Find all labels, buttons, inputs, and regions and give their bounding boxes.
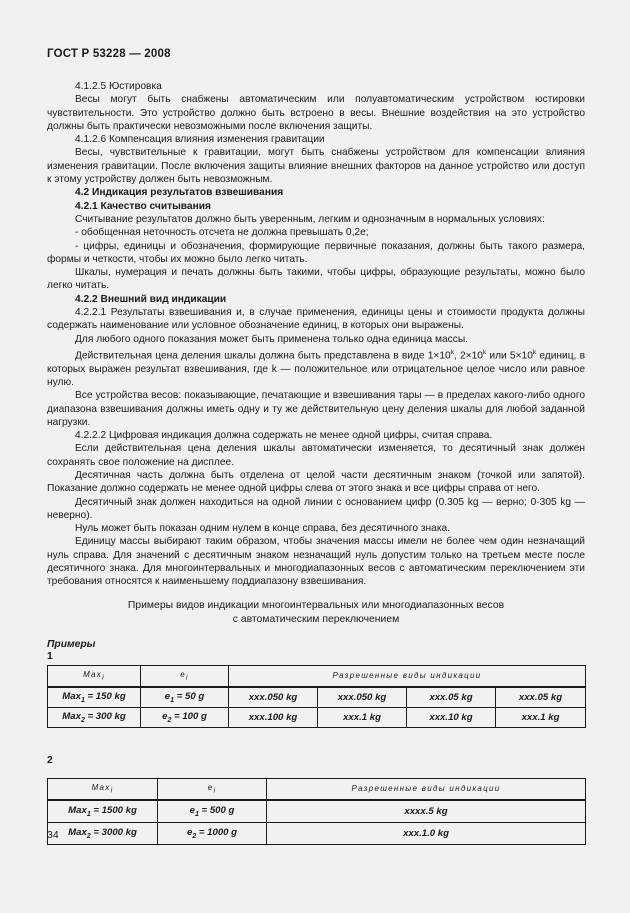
paragraph-scale-interval: Действительная цена деления шкалы должна быть представлена в виде $1\times 10^k$, $2\times 10^k$ или $5\times 10^k$ единиц, в которых выражен результат взвешивания, где k — положительное или отрицательное целое число или равное нулю. bbox=[47, 348, 585, 388]
paragraph-auto-change: Если действительная цена деления шкалы автоматически изменяется, то десятичный знак должен сохранять свое положение на дисплее. bbox=[47, 443, 585, 468]
table-header-row bbox=[48, 665, 586, 687]
table-row: Max$_1$ = 1500 kg $e_1 = 500$ g xxxx.5 kg bbox=[48, 800, 586, 823]
header-max: Max$_i$ bbox=[48, 665, 141, 687]
paragraph-zero: Нуль может быть показан одним нулем в конце справа, без десятичного знака. bbox=[75, 523, 451, 535]
table-row: Max$_2$ = 3000 kg $e_2 = 1000$ g xxx.1.0 kg bbox=[48, 822, 586, 844]
list-item-digits: - цифры, единицы и обозначения, формирующие первичные показания, должны быть такого размера, формы и четкости, чтобы их можно было легко читать. bbox=[47, 240, 585, 265]
paragraph-4-2-2-1: 4.2.2.1 Результаты взвешивания и, в случае применения, единицы цены и стоимости продукта должны содержать наименование или условное обозначение единиц, в которых они выражены. bbox=[47, 307, 585, 332]
section-title-4-1-2-5: 4.1.2.5 Юстировка bbox=[75, 81, 162, 92]
document-page bbox=[47, 48, 585, 845]
section-title-4-2-2: 4.2.2 Внешний вид индикации bbox=[75, 293, 227, 305]
section-title-4-2-1: 4.2.1 Качество считывания bbox=[75, 200, 211, 212]
paragraph-decimal-sign: Десятичный знак должен находиться на одной линии с основанием цифр (0.305 kg — верно; 0·305 kg — неверно). bbox=[47, 496, 585, 521]
examples-caption: Примеры видов индикации многоинтервальных или многодиапазонных весов с автоматическим переключением bbox=[127, 599, 505, 625]
table-row: Max$_1$ = 150 kg $e_1 = 50$ g xxx.050 kg xxx.050 kg xxx.05 kg xxx.05 kg bbox=[48, 687, 586, 708]
examples-label: Примеры bbox=[47, 638, 96, 650]
example-number-1: 1 bbox=[47, 650, 53, 662]
paragraph-all-devices: Все устройства весов: показывающие, печатающие и взвешивания тары — в пределах какого-либо одного диапазона взвешивания должны иметь одну и ту же действительную цену деления шкалы для любой заданной нагрузки. bbox=[47, 390, 585, 428]
paragraph-4-2-2-2: 4.2.2.2 Цифровая индикация должна содержать не менее одной цифры, считая справа. bbox=[75, 430, 493, 442]
paragraph-mass-unit: Единицу массы выбирают таким образом, чтобы значения массы имели не более чем один незначащий нуль справа. Для значений с десятичным знаком незначащий нуль допустим только на третьем месте после десятичного знака. Для многоинтервальных и многодиапазонных весов с автоматическим переключением эти требования относятся к наименьшему поддиапазону взвешивания. bbox=[47, 536, 585, 588]
paragraph-scales: Шкалы, нумерация и печать должны быть такими, чтобы цифры, образующие результаты, можно было легко читать. bbox=[47, 267, 585, 292]
header-max: Max$_i$ bbox=[48, 778, 158, 800]
header-e: $e_i$ bbox=[141, 665, 229, 687]
list-item-inaccuracy: - обобщенная неточность отсчета не должна превышать 0,2e; bbox=[75, 227, 369, 239]
header-e: $e_i$ bbox=[158, 778, 267, 800]
table-header-row bbox=[48, 778, 586, 800]
example-table-2 bbox=[47, 778, 586, 845]
paragraph-decimal-part: Десятичная часть должна быть отделена от целой части десятичным знаком (точкой или запятой). Показание должно содержать не менее одной цифры слева от этого знака и все цифры справа от него. bbox=[47, 470, 585, 495]
table-row: Max$_2$ = 300 kg $e_2 = 100$ g xxx.100 kg xxx.1 kg xxx.10 kg xxx.1 kg bbox=[48, 707, 586, 727]
example-table-1 bbox=[47, 665, 586, 728]
paragraph-calibration: Весы могут быть снабжены автоматическим или полуавтоматическим устройством юстировки чувствительности. Это устройство должно быть встроено в весы. Внешние воздействия на это устройство должны быть практически невозможными после включения защиты. bbox=[47, 94, 585, 132]
paragraph-gravity: Весы, чувствительные к гравитации, могут быть снабжены устройством для компенсации влияния изменения гравитации. После включения защиты влияние внешних факторов на данное устройство или доступ к этому устройству должен быть невозможным. bbox=[47, 147, 585, 186]
section-title-4-2: 4.2 Индикация результатов взвешивания bbox=[75, 187, 284, 199]
document-header: ГОСТ Р 53228 — 2008 bbox=[47, 48, 171, 60]
header-allowed-indications: Разрешенные виды индикации bbox=[267, 778, 586, 800]
section-title-4-1-2-6: 4.1.2.6 Компенсация влияния изменения гравитации bbox=[75, 134, 325, 146]
paragraph-one-unit: Для любого одного показания может быть применена только одна единица массы. bbox=[75, 333, 469, 345]
header-allowed-indications: Разрешенные виды индикации bbox=[229, 665, 586, 687]
page-number: 34 bbox=[47, 829, 59, 841]
paragraph-reading: Считывание результатов должно быть уверенным, легким и однозначным в нормальных условиях: bbox=[75, 213, 545, 225]
example-number-2: 2 bbox=[47, 754, 53, 766]
